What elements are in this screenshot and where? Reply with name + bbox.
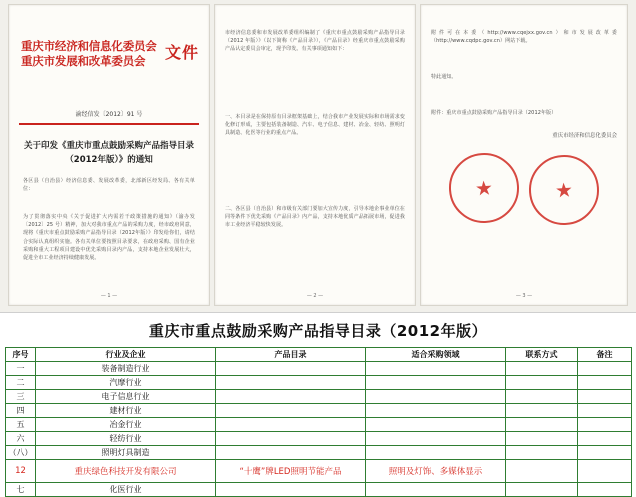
row-field bbox=[366, 432, 506, 446]
catalog-table-body bbox=[6, 362, 632, 497]
red-divider-rule bbox=[19, 123, 199, 125]
row-industry: 装备制造行业 bbox=[36, 362, 216, 376]
page3-signature: 重庆市经济和信息化委员会 bbox=[552, 133, 617, 139]
row-product bbox=[216, 404, 366, 418]
official-seal-icon-economy bbox=[447, 151, 522, 226]
row-product bbox=[216, 376, 366, 390]
page3-paragraph-2: 特此通知。 bbox=[431, 74, 457, 80]
page2-paragraph-3: 二、各区县（自治县）和市级有关部门要加大宣传力度，引导本地企事业单位在同等条件下优先采购《产品目录》内产品，支持本地优质产品拓展市场，促进我市工业经济平稳较快发展。 bbox=[225, 206, 405, 229]
row-field bbox=[366, 376, 506, 390]
row-note bbox=[578, 446, 632, 460]
row-contact bbox=[506, 362, 578, 376]
row-product bbox=[216, 446, 366, 460]
table-row bbox=[6, 404, 632, 418]
row-note bbox=[578, 432, 632, 446]
row-product: “十鹰”牌LED照明节能产品 bbox=[216, 460, 366, 483]
table-row bbox=[6, 460, 632, 483]
document-page-3 bbox=[420, 4, 628, 306]
row-product bbox=[216, 362, 366, 376]
page2-paragraph-1: 市经济信息委和市发展改革委组织编制了《重庆市重点鼓励采购产品指导目录（2012 年版）》（以下简称《产品目录》），《产品目录》经重庆市重点鼓励采购产品认定委员会审定，现予印发。有关事项通知如下： bbox=[225, 30, 405, 53]
table-row bbox=[6, 432, 632, 446]
row-field bbox=[366, 418, 506, 432]
table-row bbox=[6, 362, 632, 376]
row-index: 二 bbox=[6, 376, 36, 390]
page3-paragraph-1: 附件可在本委（http://www.cqejxx.gov.cn）和市发展改革委（http://www.cqdpc.gov.cn）网站下载。 bbox=[431, 30, 617, 45]
issuer-line-1: 重庆市经济和信息化委员会 bbox=[21, 39, 157, 53]
row-note bbox=[578, 404, 632, 418]
page2-number: — 2 — bbox=[306, 293, 324, 299]
row-contact bbox=[506, 460, 578, 483]
page3-number: — 3 — bbox=[515, 293, 533, 299]
catalog-table bbox=[5, 347, 632, 497]
row-contact bbox=[506, 418, 578, 432]
wenjian-label: 文件 bbox=[164, 43, 199, 62]
col-header-industry: 行业及企业 bbox=[36, 348, 216, 362]
row-field bbox=[366, 390, 506, 404]
document-number: 渝经信发〔2012〕91 号 bbox=[75, 111, 143, 118]
row-industry: 重庆绿色科技开发有限公司 bbox=[36, 460, 216, 483]
row-field: 照明及灯饰、多媒体显示 bbox=[366, 460, 506, 483]
col-header-index: 序号 bbox=[6, 348, 36, 362]
row-industry: 汽摩行业 bbox=[36, 376, 216, 390]
row-index: 三 bbox=[6, 390, 36, 404]
row-index: 一 bbox=[6, 362, 36, 376]
col-header-contact: 联系方式 bbox=[506, 348, 578, 362]
row-note bbox=[578, 362, 632, 376]
document-title: 关于印发《重庆市重点鼓励采购产品指导目录（2012年版）》的通知 bbox=[23, 141, 194, 165]
issuing-agency-header bbox=[21, 39, 197, 69]
row-industry: 轻纺行业 bbox=[36, 432, 216, 446]
row-contact bbox=[506, 404, 578, 418]
star-icon: ★ bbox=[474, 175, 494, 201]
row-index: 七 bbox=[6, 483, 36, 497]
row-contact bbox=[506, 376, 578, 390]
row-note bbox=[578, 460, 632, 483]
row-product bbox=[216, 390, 366, 404]
row-index: 12 bbox=[6, 460, 36, 483]
row-industry: 照明灯具制造 bbox=[36, 446, 216, 460]
catalog-section bbox=[0, 312, 636, 494]
row-index: 四 bbox=[6, 404, 36, 418]
row-field bbox=[366, 404, 506, 418]
row-index: 五 bbox=[6, 418, 36, 432]
row-industry: 建材行业 bbox=[36, 404, 216, 418]
star-icon: ★ bbox=[554, 177, 574, 203]
row-note bbox=[578, 376, 632, 390]
row-contact bbox=[506, 390, 578, 404]
row-note bbox=[578, 390, 632, 404]
table-row bbox=[6, 390, 632, 404]
page2-paragraph-2: 一、本目录是在保持原有目录框架基础上，结合我市产业发展实际和市场需求变化修订形成，主要包括装备制造、汽车、电子信息、建材、冶金、轻纺、照明灯具制造、化医等行业的重点产品。 bbox=[225, 114, 405, 137]
table-row bbox=[6, 376, 632, 390]
page1-paragraph-2: 为了贯彻落实中央《关于促进扩大内需若干政策措施的通知》（渝办发〔2012〕25 号）精神，加大对我市重点产品的采购力度，经市政府同意，现将《重庆市重点鼓励采购产品指导目录（2012年版）》印发给你们，请结合实际认真组织实施。各有关单位要按照目录要求，在政府采购、国有企业采购和重大工程项目建设中优先采购目录内产品，支持本地企业发展壮大，促进全市工业经济持续健康发展。 bbox=[23, 214, 195, 262]
row-index: 六 bbox=[6, 432, 36, 446]
row-industry: 电子信息行业 bbox=[36, 390, 216, 404]
table-row bbox=[6, 418, 632, 432]
row-contact bbox=[506, 446, 578, 460]
document-page-2 bbox=[214, 4, 416, 306]
issuer-line-2: 重庆市发展和改革委员会 bbox=[21, 54, 146, 68]
official-seal-icon-development bbox=[527, 153, 602, 228]
row-field bbox=[366, 446, 506, 460]
table-row bbox=[6, 446, 632, 460]
page3-attachment-line: 附件：重庆市重点鼓励采购产品指导目录（2012年版） bbox=[431, 110, 557, 116]
row-contact bbox=[506, 432, 578, 446]
row-index: （八） bbox=[6, 446, 36, 460]
row-product bbox=[216, 418, 366, 432]
row-product bbox=[216, 432, 366, 446]
catalog-title: 重庆市重点鼓励采购产品指导目录（2012年版） bbox=[148, 322, 488, 340]
row-industry: 冶金行业 bbox=[36, 418, 216, 432]
page1-paragraph-1: 各区县（自治县）经济信息委、发展改革委，北部新区经发局、各有关单位： bbox=[23, 178, 195, 193]
row-field bbox=[366, 362, 506, 376]
row-industry: 化医行业 bbox=[36, 483, 216, 497]
col-header-note: 备注 bbox=[578, 348, 632, 362]
table-header-row bbox=[6, 348, 632, 362]
col-header-product: 产品目录 bbox=[216, 348, 366, 362]
page1-number: — 1 — bbox=[100, 293, 118, 299]
document-page-1 bbox=[8, 4, 210, 306]
row-note bbox=[578, 418, 632, 432]
col-header-field: 适合采购领域 bbox=[366, 348, 506, 362]
